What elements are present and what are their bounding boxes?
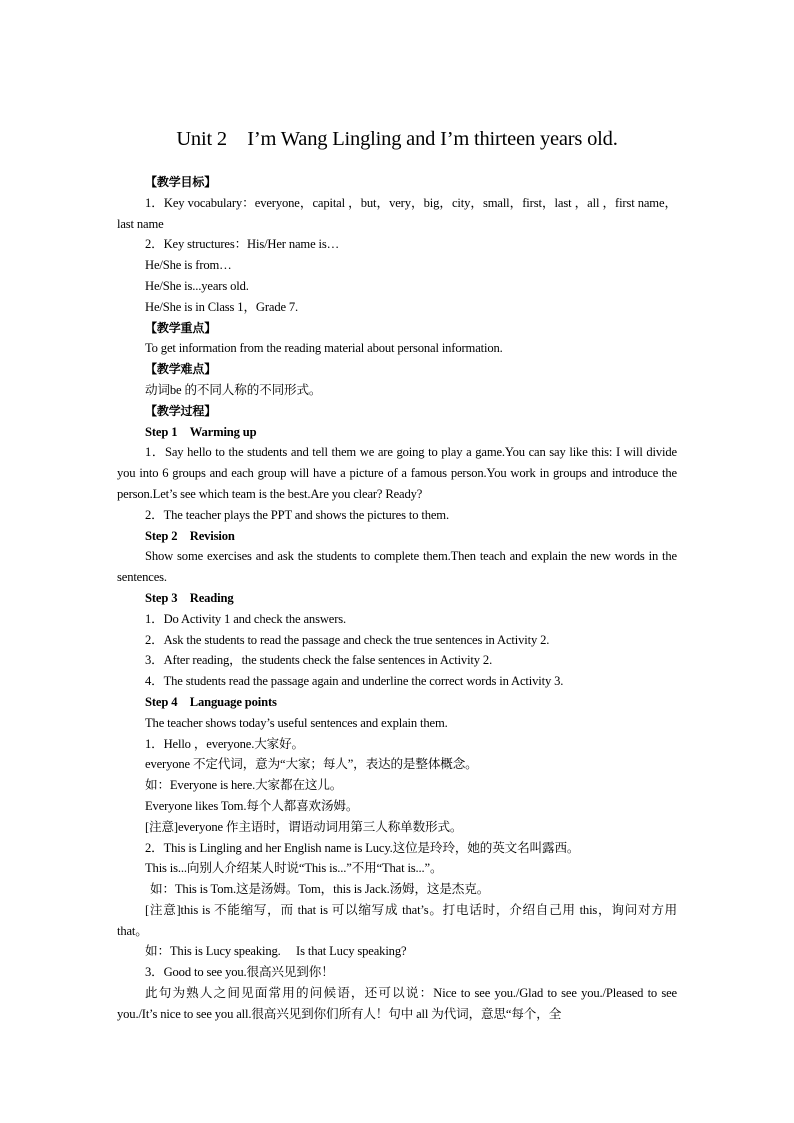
step4-item: Everyone likes Tom.每个人都喜欢汤姆。 [145, 798, 359, 813]
step-heading-revision: Step 2 Revision [145, 528, 235, 543]
section-heading-objectives: 【教学目标】 [145, 175, 217, 189]
step-heading-warming-up: Step 1 Warming up [145, 424, 257, 439]
step3-item: 3．After reading，the students check the false sentences in Activity 2. [145, 653, 493, 668]
paragraph-vocabulary: 1．Key vocabulary：everyone，capital ，but，very，big，city，small，first，last ，all ，first name，last name [117, 195, 677, 231]
step4-item: 如：This is Lucy speaking. Is that Lucy speaking? [145, 944, 407, 959]
step4-item: 此句为熟人之间见面常用的问候语，还可以说：Nice to see you./Glad to see you./Pleased to see you./It’s nice to see you all.很高兴见到你们所有人！句中 all 为代词，意思“每个，全 [117, 986, 677, 1021]
step-heading-language-points: Step 4 Language points [145, 694, 277, 709]
step4-item: 3．Good to see you.很高兴见到你！ [145, 965, 334, 980]
page-title: Unit 2 I’m Wang Lingling and I’m thirteen years old. [176, 128, 618, 150]
step4-item: [注意]this is 不能缩写，而 that is 可以缩写成 that’s。打电话时，介绍自己用 this，询问对方用 that。 [117, 902, 677, 938]
paragraph-structure-age: He/She is...years old. [145, 278, 249, 293]
step3-item: 2．Ask the students to read the passage and check the true sentences in Activity 2. [145, 632, 550, 647]
paragraph-difficulty: 动词be 的不同人称的不同形式。 [145, 382, 322, 397]
section-heading-process: 【教学过程】 [145, 403, 217, 418]
step4-item: 1．Hello ，everyone.大家好。 [145, 736, 304, 751]
step3-item: 1．Do Activity 1 and check the answers. [145, 611, 346, 626]
paragraph-structure-from: He/She is from… [145, 258, 232, 273]
step-heading-reading: Step 3 Reading [145, 590, 234, 605]
paragraph-structures: 2．Key structures：His/Her name is… [145, 237, 340, 252]
step4-item: 2．This is Lingling and her English name is Lucy.这位是玲玲，她的英文名叫露西。 [145, 840, 580, 855]
step4-item: 如：This is Tom.这是汤姆。Tom，this is Jack.汤姆，这是杰克。 [150, 882, 490, 897]
paragraph-structure-class: He/She is in Class 1，Grade 7. [145, 299, 299, 314]
step4-item: everyone 不定代词，意为“大家；每人”，表达的是整体概念。 [145, 757, 478, 772]
step4-item: The teacher shows today’s useful sentences and explain them. [145, 715, 448, 730]
step3-item: 4．The students read the passage again and underline the correct words in Activity 3. [145, 674, 564, 689]
step4-item: 如：Everyone is here.大家都在这儿。 [145, 778, 343, 793]
step4-item: [注意]everyone 作主语时，谓语动词用第三人称单数形式。 [145, 819, 463, 834]
paragraph-key-point: To get information from the reading material about personal information. [145, 341, 503, 356]
step1-item: 2．The teacher plays the PPT and shows the pictures to them. [145, 507, 449, 522]
section-heading-difficulties: 【教学难点】 [145, 362, 217, 377]
step1-item: 1．Say hello to the students and tell them we are going to play a game.You can say like this: I will divide you into 6 groups and each group will have a picture of a famous person.You work in groups and introduce the person.Let’s see which team is the best.Are you clear? Ready? [117, 445, 677, 501]
document-body [117, 172, 677, 1025]
section-heading-key-points: 【教学重点】 [145, 320, 217, 335]
step2-text: Show some exercises and ask the students to complete them.Then teach and explain the new words in the sentences. [117, 549, 677, 585]
step4-item: This is...向别人介绍某人时说“This is...”不用“That is...”。 [145, 861, 443, 876]
